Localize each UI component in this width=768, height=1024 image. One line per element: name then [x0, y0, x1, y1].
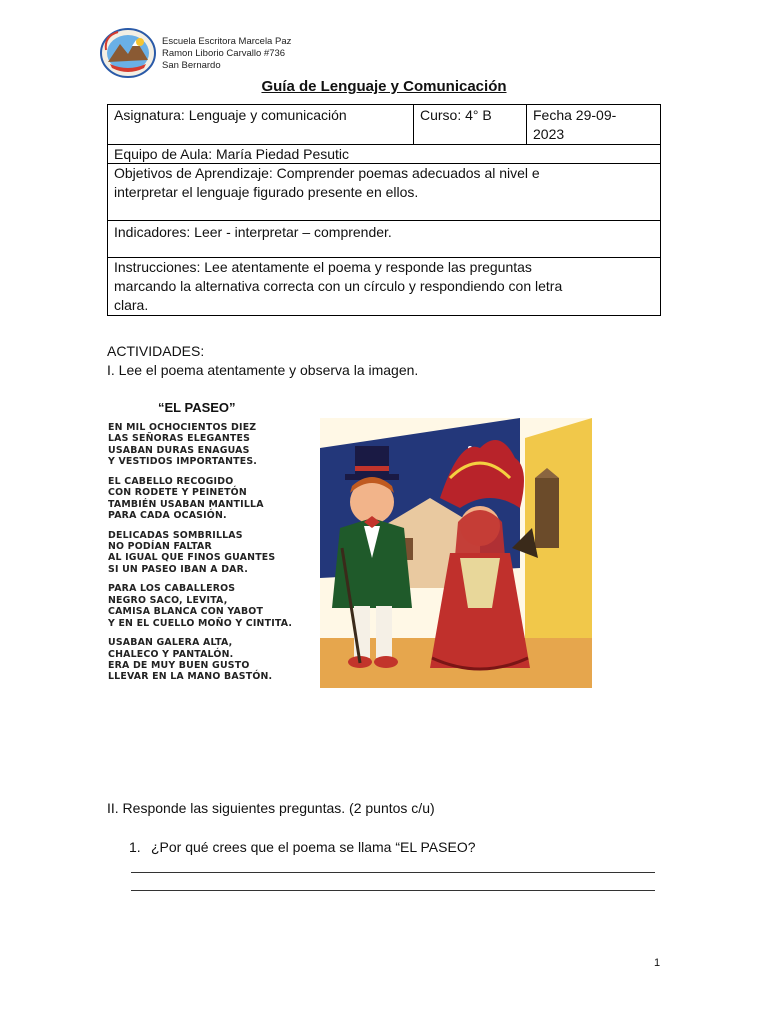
school-city: San Bernardo	[162, 60, 221, 71]
poem-title: “EL PASEO”	[158, 400, 236, 415]
date-cell	[527, 105, 660, 144]
poem-line: ERA DE MUY BUEN GUSTO	[108, 660, 250, 672]
poem-line: PARA CADA OCASIÓN.	[108, 510, 227, 522]
poem-line: Y VESTIDOS IMPORTANTES.	[108, 456, 258, 468]
school-logo	[100, 28, 156, 78]
poem-line: PARA LOS CABALLEROS	[108, 583, 236, 595]
activities-section	[107, 342, 418, 380]
poem-line: DELICADAS SOMBRILLAS	[108, 529, 243, 541]
question-number: 1.	[129, 839, 141, 855]
poem-stanza	[108, 583, 320, 629]
instructions-line: clara.	[114, 297, 149, 313]
poem-line: AL IGUAL QUE FINOS GUANTES	[108, 552, 276, 564]
objectives-row	[108, 164, 660, 221]
poem-stanza	[108, 422, 320, 468]
question-1	[129, 838, 476, 857]
objectives-line: interpretar el lenguaje figurado presente en ellos.	[114, 184, 419, 200]
activities-heading: ACTIVIDADES:	[107, 343, 205, 359]
school-address: Ramon Liborio Carvallo #736	[162, 48, 286, 59]
poem-stanza	[108, 637, 320, 683]
page-number: 1	[654, 957, 661, 969]
poem-stanza	[108, 530, 320, 576]
poem-line: Y EN EL CUELLO MOÑO Y CINTITA.	[108, 617, 293, 629]
poem-line: TAMBIÉN USABAN MANTILLA	[108, 498, 264, 510]
poem-stanza	[108, 476, 320, 522]
poem-line: SI UN PASEO IBAN A DAR.	[108, 563, 248, 575]
poem-line: EL CABELLO RECOGIDO	[108, 475, 234, 487]
poem-line: CON RODETE Y PEINETÓN	[108, 487, 247, 499]
info-table	[107, 104, 661, 316]
indicators-row: Indicadores: Leer - interpretar – comprender.	[108, 221, 660, 258]
date-text-line: 2023	[533, 126, 565, 142]
poem-line: NO PODÍAN FALTAR	[108, 541, 212, 553]
objectives-line: Objetivos de Aprendizaje: Comprender poemas adecuados al nivel e	[114, 165, 540, 181]
poem-line: EN MIL OCHOCIENTOS DIEZ	[108, 422, 257, 433]
poem-line: NEGRO SACO, LEVITA,	[108, 594, 228, 606]
course-cell: Curso: 4° B	[414, 105, 527, 144]
poem-illustration	[320, 418, 592, 688]
poem-line: USABAN DURAS ENAGUAS	[108, 444, 250, 456]
school-name: Escuela Escritora Marcela Paz	[162, 36, 292, 47]
instructions-row	[108, 258, 660, 315]
poem-body	[108, 422, 320, 691]
page-title: Guía de Lenguaje y Comunicación	[261, 78, 507, 95]
poem-line: CAMISA BLANCA CON YABOT	[108, 606, 264, 618]
part1-instruction: I. Lee el poema atentamente y observa la imagen.	[107, 362, 419, 378]
subject-cell: Asignatura: Lenguaje y comunicación	[108, 105, 414, 144]
instructions-line: marcando la alternativa correcta con un círculo y respondiendo con letra	[114, 278, 563, 294]
team-row: Equipo de Aula: María Piedad Pesutic	[108, 145, 660, 164]
poem-line: LLEVAR EN LA MANO BASTÓN.	[108, 671, 273, 683]
part2-heading: II. Responde las siguientes preguntas. (2 puntos c/u)	[107, 800, 435, 816]
date-text-line: Fecha 29-09-	[533, 107, 617, 123]
poem-line: LAS SEÑORAS ELEGANTES	[108, 433, 251, 445]
table-row	[108, 105, 660, 145]
school-info	[162, 36, 291, 72]
answer-line[interactable]	[131, 872, 655, 873]
poem-line: USABAN GALERA ALTA,	[108, 637, 233, 649]
answer-line[interactable]	[131, 890, 655, 891]
question-text: ¿Por qué crees que el poema se llama “EL PASEO?	[151, 839, 476, 855]
instructions-line: Instrucciones: Lee atentamente el poema y responde las preguntas	[114, 259, 532, 275]
poem-line: CHALECO Y PANTALÓN.	[108, 648, 234, 660]
